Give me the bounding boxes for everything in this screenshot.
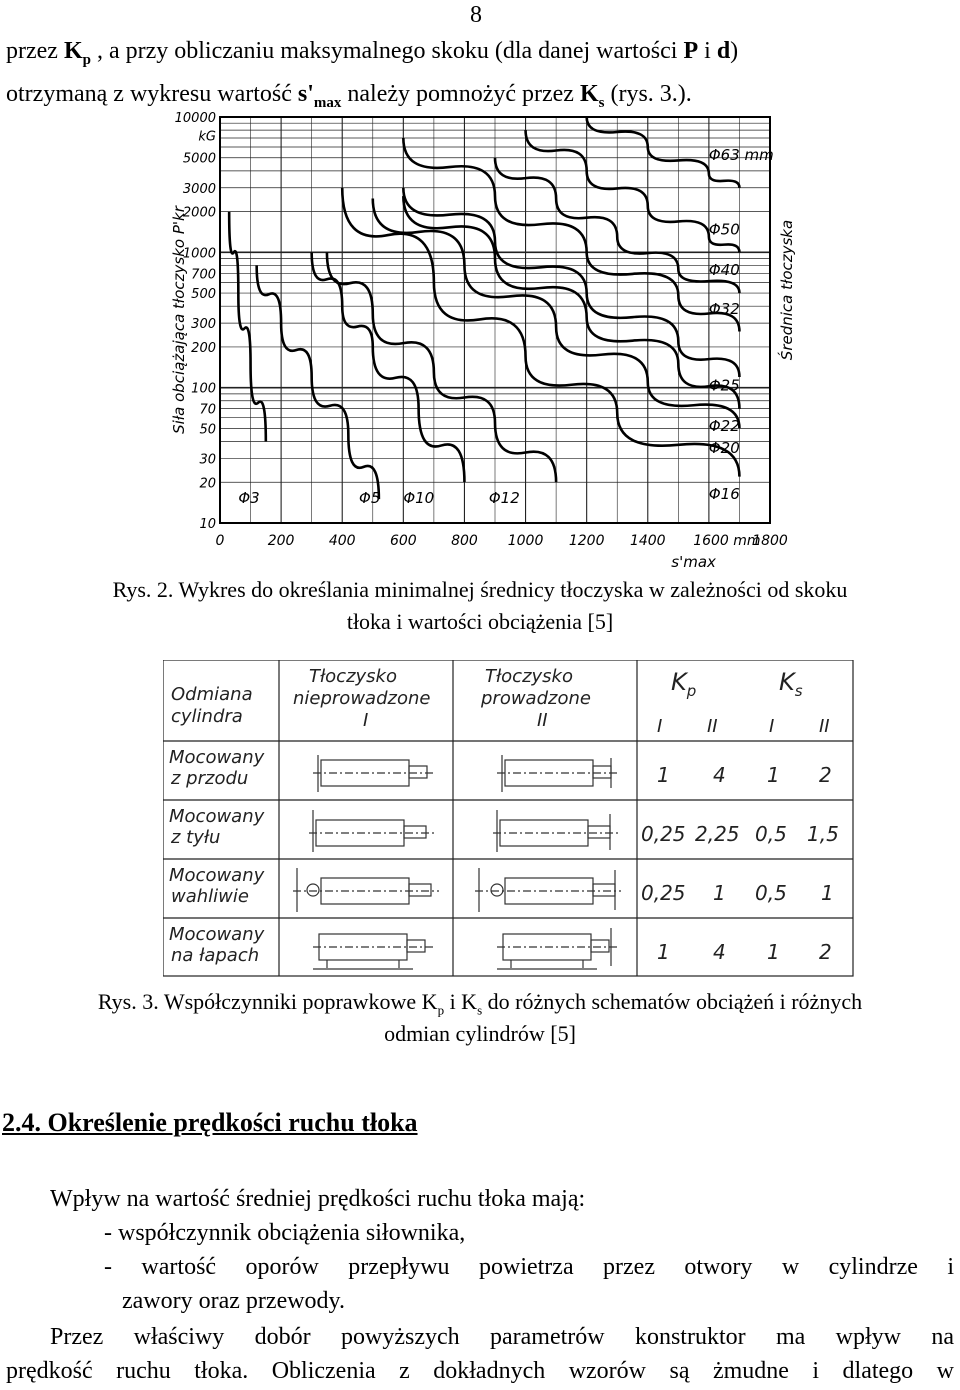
series-line-8 <box>403 138 739 332</box>
y-tick-label: 10000 <box>174 111 216 126</box>
x-tick-label: 600 <box>389 533 417 549</box>
series-line-6 <box>403 196 739 408</box>
row-2-value-2: 2,25 <box>695 822 740 846</box>
header-guided-3: II <box>537 710 548 731</box>
y-tick-label: kG <box>198 129 216 145</box>
subcol-kp-1: I <box>657 716 663 737</box>
schematic-rear-unguided <box>309 810 435 852</box>
row-2-value-4: 1,5 <box>807 822 839 846</box>
x-tick-label: 1400 <box>629 533 666 549</box>
y-tick-label: 300 <box>191 317 216 333</box>
row-3-label-2: wahliwie <box>171 886 249 907</box>
y-tick-label: 500 <box>191 287 216 303</box>
schematic-rear-guided <box>493 810 619 852</box>
x-tick-label: 800 <box>451 533 478 549</box>
series-label: Φ20 <box>708 438 740 457</box>
row-4-value-2: 4 <box>713 940 726 964</box>
fig3-caption-line-1: Rys. 3. Współczynniki poprawkowe $K_p$ i $K_s$ do różnych schematów obciążeń i różnych <box>97 989 863 1018</box>
x-tick-label: 0 <box>215 533 225 549</box>
row-1-value-3: 1 <box>767 763 780 787</box>
header-unguided-2: nieprowadzone <box>293 688 431 709</box>
bullet-2-cont: zawory oraz przewody. <box>122 1288 345 1314</box>
series-label: Φ5 <box>359 489 381 508</box>
y-axis-label: Siła obciążająca tłoczysko P'kr <box>170 206 188 434</box>
row-2-value-1: 0,25 <box>641 822 686 846</box>
series-label: Φ16 <box>708 485 740 504</box>
series-label: Φ22 <box>708 416 740 435</box>
y-tick-label: 1000 <box>182 246 216 262</box>
fig2-caption-line-1: Rys. 2. Wykres do określania minimalnej średnicy tłoczyska w zależności od skoku <box>112 577 848 602</box>
row-2-value-3: 0,5 <box>755 822 787 846</box>
series-line-0 <box>229 212 266 442</box>
x-axis-label: s'max <box>671 553 716 571</box>
header-guided-1: Tłoczysko <box>485 666 573 687</box>
row-3-label-1: Mocowany <box>169 865 265 886</box>
series-label: Φ32 <box>708 300 740 319</box>
row-3-value-3: 0,5 <box>755 881 787 905</box>
series-label: Φ50 <box>708 220 740 239</box>
page-number: 8 <box>470 2 482 28</box>
series-label: Φ3 <box>238 489 260 508</box>
subcol-ks-1: I <box>769 716 775 737</box>
y-tick-label: 30 <box>199 452 216 468</box>
fig2-caption-line-2: tłoka i wartości obciążenia [5] <box>346 609 614 634</box>
row-1-value-1: 1 <box>657 763 670 787</box>
row-4-value-4: 2 <box>819 940 832 964</box>
y-tick-label: 100 <box>191 381 216 397</box>
y-tick-label: 50 <box>199 422 216 438</box>
schematic-foot-unguided <box>313 934 433 969</box>
series-line-1 <box>257 265 379 499</box>
stroke-diameter-chart <box>170 105 800 575</box>
series-line-2 <box>312 252 465 482</box>
row-1-value-2: 4 <box>713 763 726 787</box>
paragraph-2-line-2: prędkość ruchu tłoka. Obliczenia z dokładnych wzorów są żmudne i dlatego w <box>6 1358 954 1384</box>
y-tick-label: 20 <box>199 476 216 492</box>
header-variant-1: Odmiana <box>171 684 253 705</box>
header-unguided-1: Tłoczysko <box>309 666 397 687</box>
row-4-value-3: 1 <box>767 940 780 964</box>
y-tick-label: 5000 <box>182 151 216 167</box>
x-tick-label: 1600 mm <box>693 533 761 549</box>
row-1-value-4: 2 <box>819 763 832 787</box>
schematic-swivel-guided <box>475 868 621 912</box>
x-tick-label: 200 <box>267 533 295 549</box>
row-3-value-2: 1 <box>713 881 726 905</box>
y-tick-label: 10 <box>199 517 216 532</box>
row-1-label-2: z przodu <box>171 768 249 789</box>
section-heading: 2.4. Określenie prędkości ruchu tłoka <box>2 1108 418 1137</box>
row-1-label-1: Mocowany <box>169 747 265 768</box>
section-intro: Wpływ na wartość średniej prędkości ruchu tłoka mają: <box>50 1186 586 1212</box>
x-tick-label: 1800 <box>752 533 788 549</box>
x-tick-label: 400 <box>328 533 356 549</box>
schematic-front-guided <box>497 755 619 792</box>
row-3-value-1: 0,25 <box>641 881 686 905</box>
header-variant-2: cylindra <box>171 706 243 727</box>
header-unguided-3: I <box>363 710 369 731</box>
series-label: Φ40 <box>708 261 740 280</box>
paragraph-2-line-1: Przez właściwy dobór powyższych parametrów konstruktor ma wpływ na <box>50 1324 954 1350</box>
y-tick-label: 700 <box>191 267 216 283</box>
header-ks: $K_s$ <box>779 668 803 700</box>
row-3-value-4: 1 <box>821 881 834 905</box>
row-2-label-2: z tyłu <box>171 827 221 848</box>
x-tick-label: 1200 <box>568 533 605 549</box>
row-4-value-1: 1 <box>657 940 670 964</box>
row-2-label-1: Mocowany <box>169 806 265 827</box>
series-line-4 <box>342 188 739 477</box>
series-line-3 <box>327 252 556 482</box>
series-label: Φ25 <box>708 376 740 395</box>
y-tick-label: 200 <box>191 340 216 356</box>
fig3-caption-line-2: odmian cylindrów [5] <box>384 1021 576 1046</box>
y-tick-label: 3000 <box>182 181 216 197</box>
x-tick-label: 1000 <box>507 533 544 549</box>
row-4-label-1: Mocowany <box>169 924 265 945</box>
series-label: Φ12 <box>488 489 520 508</box>
intro-line-2: otrzymaną z wykresu wartość $s'_{max}$ należy pomnożyć przez $K_s$ (rys. 3.). <box>6 80 692 111</box>
coefficient-table <box>163 660 855 980</box>
schematic-swivel-unguided <box>293 868 439 912</box>
header-guided-2: prowadzone <box>481 688 591 709</box>
bullet-2: - wartość oporów przepływu powietrza przez otwory w cylindrze i <box>104 1254 954 1280</box>
header-kp: $K_p$ <box>671 668 697 700</box>
series-line-10 <box>526 130 740 252</box>
y-tick-label: 70 <box>199 402 216 418</box>
right-axis-label: Średnica tłoczyska <box>778 219 796 361</box>
schematic-front-unguided <box>313 755 435 792</box>
series-label: Φ63 mm <box>708 146 774 165</box>
subcol-kp-2: II <box>707 716 718 737</box>
y-tick-label: 2000 <box>182 205 216 221</box>
intro-line-1: przez $K_p$ , a przy obliczaniu maksymalnego skoku (dla danej wartości P i d) <box>6 38 739 68</box>
row-4-label-2: na łapach <box>171 945 260 966</box>
subcol-ks-2: II <box>819 716 830 737</box>
series-label: Φ10 <box>403 489 435 508</box>
schematic-foot-guided <box>497 928 617 969</box>
bullet-1: - współczynnik obciążenia siłownika, <box>104 1220 466 1246</box>
